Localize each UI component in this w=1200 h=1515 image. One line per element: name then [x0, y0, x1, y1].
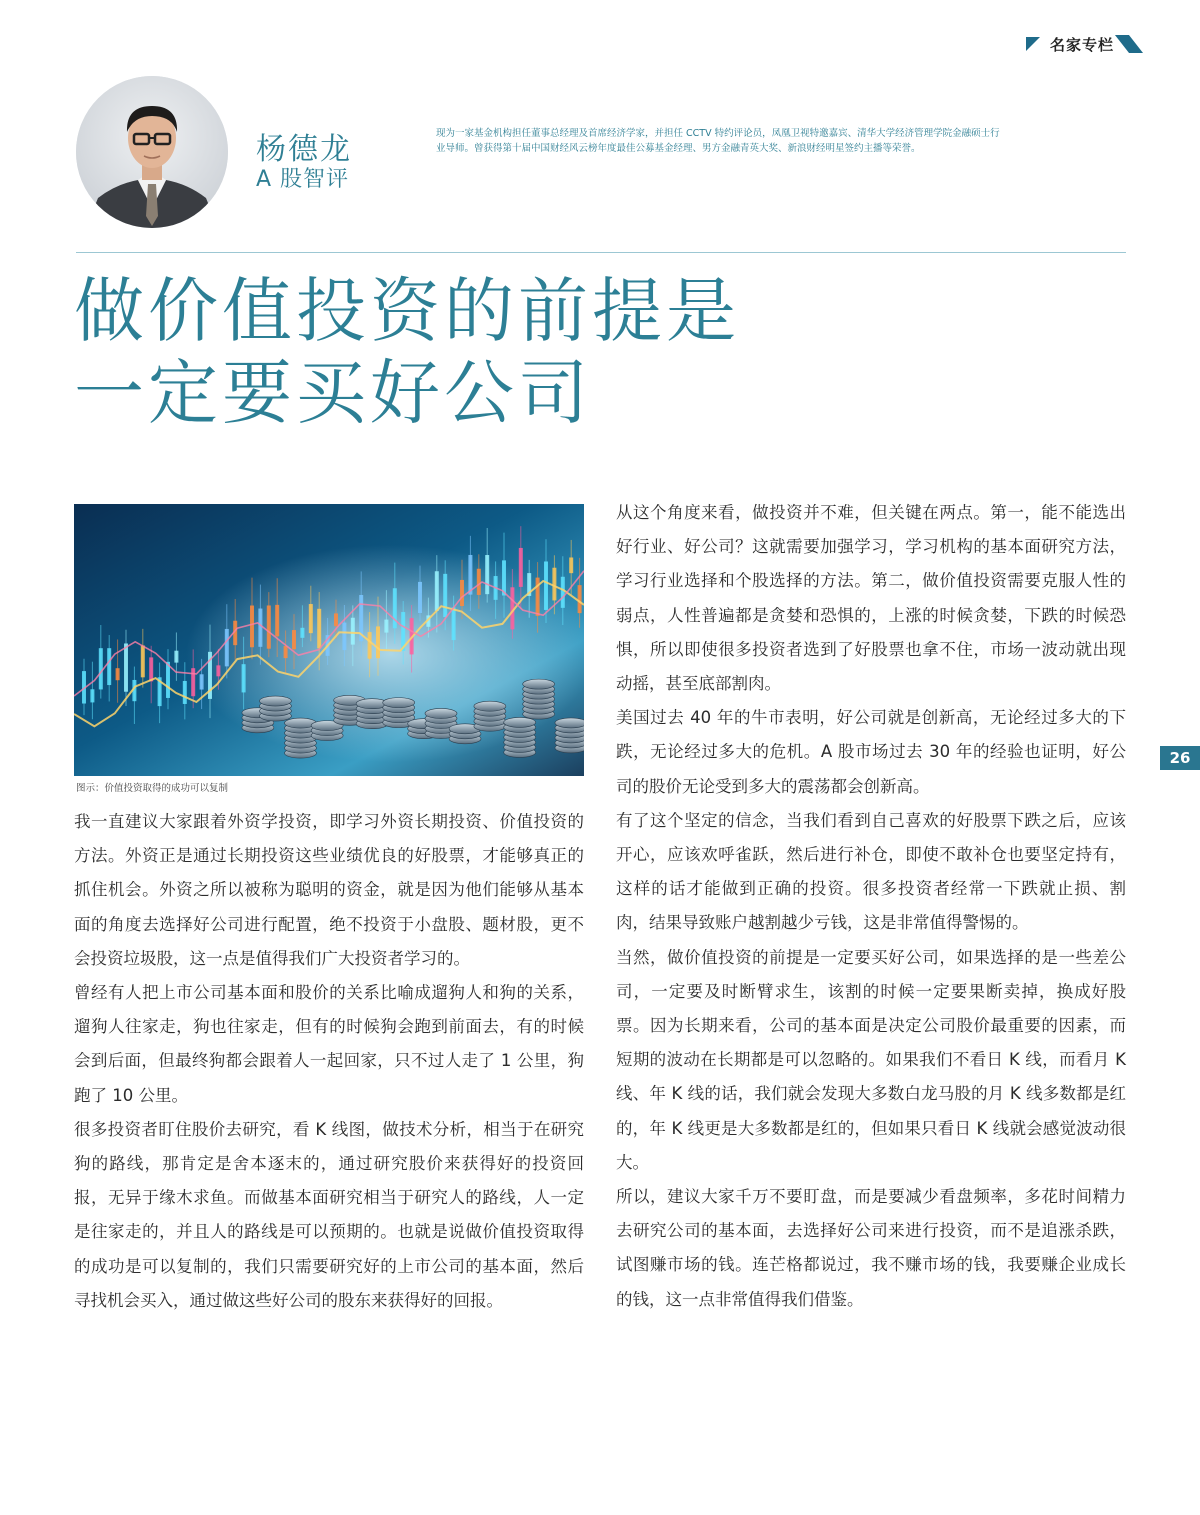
paragraph: 很多投资者盯住股价去研究，看 K 线图，做技术分析，相当于在研究狗的路线，那肯定是舍本逐末的，通过研究股价来获得好的投资回报，无异于缘木求鱼。而做基本面研究相当于研究人的路线，人一定是往家走的，并且人的路线是可以预期的。也就是说做价值投资取得的成功是可以复制的，我们只需要研究好的上市公司的基本面，然后寻找机会买入，通过做这些好公司的股东来获得好的回报。 [74, 1119, 584, 1310]
candle-body [317, 609, 321, 649]
coin [504, 717, 536, 727]
article-right-column [616, 496, 1126, 1317]
candle-body [200, 674, 204, 689]
candle-body [242, 664, 246, 692]
candle-body [552, 568, 556, 601]
candle-body [569, 557, 573, 573]
paragraph: 有了这个坚定的信念，当我们看到自己喜欢的好股票下跌之后，应该开心，应该欢呼雀跃，然后进行补仓，即使不敢补仓也要坚定持有，这样的话才能做到正确的投资。很多投资者经常一下跌就止损、割肉，结果导致账户越割越少亏钱，这是非常值得警惕的。 [616, 810, 1126, 933]
coin [259, 696, 291, 706]
paragraph: 所以，建议大家千万不要盯盘，而是要减少看盘频率，多花时间精力去研究公司的基本面，去选择好公司来进行投资，而不是追涨杀跌，试图赚市场的钱。连芒格都说过，我不赚市场的钱，我要赚企业成长的钱，这一点非常值得我们借鉴。 [616, 1187, 1126, 1309]
tag-left-marker-icon [1026, 37, 1040, 51]
candle-body [443, 574, 447, 617]
article-title-line: 一定要买好公司 [74, 352, 592, 434]
candle-body [166, 662, 170, 698]
candle-body [351, 618, 355, 645]
candle-body [99, 648, 103, 689]
paragraph: 我一直建议大家跟着外资学投资，即学习外资长期投资、价值投资的方法。外资正是通过长期投资这些业绩优良的好股票，才能够真正的抓住机会。外资之所以被称为聪明的资金，就是因为他们能够从基本面的角度去选择好公司进行配置，绝不投资于小盘股、题材股，更不会投资垃圾股，这一点是值得我们广大投资者学习的。 [74, 812, 584, 968]
paragraph: 从这个角度来看，做投资并不难，但关键在两点。第一，能不能选出好行业、好公司？这就需要加强学习，学习机构的基本面研究方法，学习行业选择和个股选择的方法。第二，做价值投资需要克服人性的弱点，人性普遍都是贪婪和恐惧的，上涨的时候贪婪，下跌的时候恐惧，所以即使很多投资者选到了好股票也拿不住，市场一波动就出现动摇，甚至底部割肉。 [616, 503, 1126, 694]
candle-body [418, 582, 422, 613]
candle-body [477, 569, 481, 595]
author-column-title: A 股智评 [256, 167, 350, 192]
candle-body [300, 628, 304, 638]
candle-body [216, 665, 220, 676]
candle-body [267, 605, 271, 648]
candle-body [275, 605, 279, 636]
author-name: 杨德龙 [256, 132, 352, 167]
candle-body [124, 643, 128, 691]
coin [555, 718, 584, 728]
candle-body [519, 548, 523, 587]
article-illustration [74, 504, 584, 776]
column-tag-label: 名家专栏 [1050, 35, 1115, 54]
candle-body [435, 571, 439, 611]
article-left-column [74, 805, 584, 1318]
coin [383, 698, 415, 708]
candle-body [309, 604, 313, 633]
candle-body [90, 689, 94, 702]
candle-body [342, 623, 346, 651]
coin [425, 708, 457, 718]
candle-body [141, 645, 145, 677]
candle-body [460, 580, 464, 606]
candle-body [393, 588, 397, 628]
candle-body [284, 646, 288, 658]
candle-body [334, 613, 338, 626]
candle-body [183, 681, 187, 704]
candle-body [376, 626, 380, 658]
candle-body [292, 630, 296, 649]
candle-body [544, 561, 548, 609]
candle-body [485, 555, 489, 594]
coin [474, 701, 506, 711]
candle-body [368, 632, 372, 659]
candle-body [191, 668, 195, 696]
candle-body [149, 657, 153, 681]
column-tag [1026, 30, 1146, 58]
candle-body [561, 577, 565, 608]
paragraph: 美国过去 40 年的牛市表明，好公司就是创新高，无论经过多大的下跌，无论经过多大的危机。A 股市场过去 30 年的经验也证明，好公司的股价无论受到多大的震荡都会创新高。 [616, 708, 1126, 796]
candle-body [578, 585, 582, 613]
candle-body [174, 651, 178, 663]
author-bio: 现为一家基金机构担任董事总经理及首席经济学家，并担任 CCTV 特约评论员，凤凰卫视特邀嘉宾、清华大学经济管理学院金融硕士行业导师。曾获得第十届中国财经风云榜年度最佳公募基金经理、男方金融青英大奖、新浪财经明星签约主播等荣誉。 [436, 128, 1000, 154]
page-number: 26 [1160, 746, 1200, 770]
candle-body [452, 607, 456, 640]
coin [523, 679, 555, 689]
paragraph: 曾经有人把上市公司基本面和股价的关系比喻成遛狗人和狗的关系，遛狗人往家走，狗也往家走，但有的时候狗会跑到前面去，有的时候会到后面，但最终狗都会跟着人一起回家，只不过人走了 1 公里，狗跑了 10 公里。 [74, 983, 584, 1105]
paragraph: 当然，做价值投资的前提是一定要买好公司，如果选择的是一些差公司，一定要及时断臂求生，该割的时候一定要果断卖掉，换成好股票。因为长期来看，公司的基本面是决定公司股价最重要的因素，而短期的波动在长期都是可以忽略的。如果我们不看日 K 线，而看月 K 线、年 K 线的话，我们就会发现大多数白龙马股的月 K 线多数都是红的，年 K 线更是大多数都是红的，但如果只看日 K 线就会感觉波动很大。 [616, 947, 1126, 1172]
author-portrait-illustration [76, 76, 228, 228]
candle-body [107, 648, 111, 685]
stock-chart-coins-illustration [74, 504, 584, 776]
tag-right-marker-icon [1115, 35, 1143, 53]
article-title-line: 做价值投资的前提是 [74, 270, 740, 352]
candle-body [225, 629, 229, 666]
article-title [74, 270, 740, 434]
image-caption: 图示：价值投资取得的成功可以复制 [76, 783, 229, 794]
author-avatar [76, 76, 228, 228]
candle-body [250, 606, 254, 648]
candle-body [116, 668, 120, 680]
candle-body [258, 609, 262, 647]
header-divider [76, 252, 1126, 253]
candle-body [384, 620, 388, 633]
